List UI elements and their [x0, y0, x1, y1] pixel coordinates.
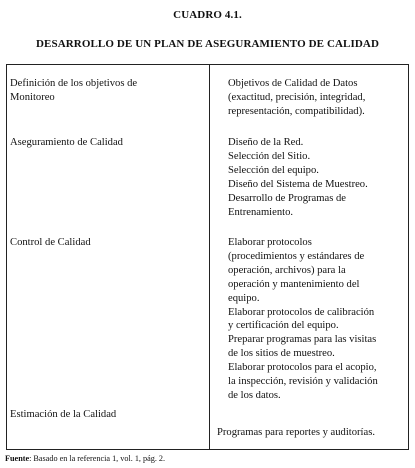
row-2-description	[228, 136, 406, 219]
row-3-description-line: operación, archivos) para la	[228, 264, 346, 276]
row-3-description-line: Elaborar protocolos para el acopio,	[228, 362, 377, 374]
row-3-description-line: Preparar programas para las visitas	[228, 334, 377, 346]
row-3-description-line: equipo.	[228, 292, 260, 304]
row-4-label	[10, 408, 200, 422]
row-3-description-line: la inspección, revisión y validación	[228, 376, 378, 388]
row-3-label-line: Control de Calidad	[10, 237, 91, 248]
row-3-description	[228, 236, 406, 403]
row-2-description-line: Selección del Sitio.	[228, 150, 311, 162]
row-3-description-line: de los datos.	[228, 389, 281, 401]
row-4-description	[217, 426, 407, 440]
row-2-description-line: Diseño del Sistema de Muestreo.	[228, 178, 368, 190]
row-2-description-line: Entrenamiento.	[228, 206, 294, 218]
row-3-description-line: y certificación del equipo.	[228, 320, 339, 332]
row-3-description-line: operación y mantenimiento del	[228, 278, 360, 290]
row-1-description-line: representación, compatibilidad).	[228, 105, 365, 117]
document-title: CUADRO 4.1.	[173, 9, 242, 21]
row-1-description	[228, 77, 406, 119]
row-2-label	[10, 136, 200, 150]
row-1-label-line: Definición de los objetivos de	[10, 78, 138, 89]
row-2-description-line: Diseño de la Red.	[228, 137, 304, 148]
row-1-description-line: Objetivos de Calidad de Datos	[228, 78, 358, 89]
row-2-label-line: Aseguramiento de Calidad	[10, 137, 123, 148]
footnote-label: Fuente	[5, 454, 30, 463]
row-2-description-line: Desarrollo de Programas de	[228, 192, 346, 204]
document-subtitle: DESARROLLO DE UN PLAN DE ASEGURAMIENTO DE CALIDAD	[36, 38, 379, 50]
footnote-text: : Basado en la referencia 1, vol. 1, pág. 2.	[29, 454, 166, 463]
row-4-description-line: Programas para reportes y auditorías.	[217, 427, 375, 438]
row-3-label	[10, 236, 200, 250]
row-4-label-line: Estimación de la Calidad	[10, 409, 117, 420]
row-3-description-line: Elaborar protocolos	[228, 237, 312, 248]
row-3-description-line: Elaborar protocolos de calibración	[228, 306, 375, 318]
row-1-description-line: (exactitud, precisión, integridad,	[228, 91, 366, 103]
row-1-label	[10, 77, 200, 105]
plan-table	[6, 64, 409, 450]
row-3-description-line: (procedimientos y estándares de	[228, 250, 365, 262]
column-divider	[209, 65, 210, 449]
row-3-description-line: de los sitios de muestreo.	[228, 348, 335, 360]
row-1-label-line: Monitoreo	[10, 91, 55, 103]
source-footnote	[5, 454, 165, 463]
row-2-description-line: Selección del equipo.	[228, 164, 319, 176]
